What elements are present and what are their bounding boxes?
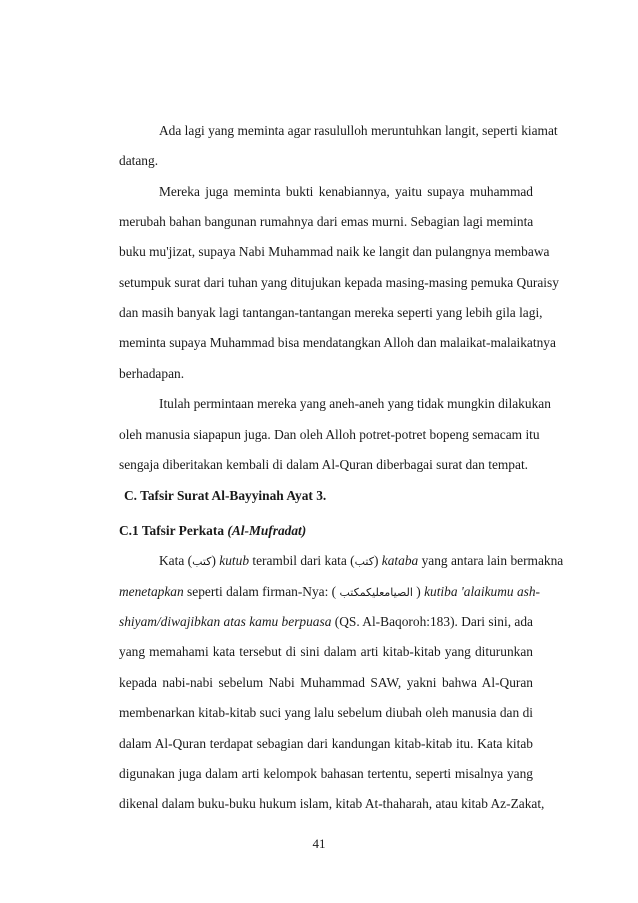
paragraph-3-line-2: oleh manusia siapapun juga. Dan oleh Alloh potret-potret bopeng semacam itu <box>119 427 540 442</box>
paragraph-4-line-4: yang memahami kata tersebut di sini dalam arti kitab-kitab yang diturunkan <box>119 644 533 659</box>
arabic-word-kutub: كتب <box>192 555 212 568</box>
paragraph-4-line-5: kepada nabi-nabi sebelum Nabi Muhammad SAW, yakni bahwa Al-Quran <box>119 675 533 690</box>
italic-term-kutub: kutub <box>219 553 250 568</box>
paragraph-4-line-8: digunakan juga dalam arti kelompok bahasan tertentu, seperti misalnya yang <box>119 766 533 781</box>
page-number: 41 <box>312 836 326 851</box>
subsection-label: C.1 Tafsir Perkata <box>119 523 228 538</box>
subsection-label-italic: (Al-Mufradat) <box>227 523 307 538</box>
p4-text: ) <box>373 553 382 568</box>
p4-text: ) <box>211 553 220 568</box>
p4-text: (QS. Al-Baqoroh:183). Dari sini, ada <box>331 614 533 629</box>
p4-text: terambil dari kata ( <box>249 553 355 568</box>
p4-text: ) <box>412 584 425 599</box>
italic-translation: shiyam/diwajibkan atas kamu berpuasa <box>119 614 332 629</box>
italic-transliteration: kutiba 'alaikumu ash- <box>424 584 541 599</box>
paragraph-1-line-2: datang. <box>119 153 159 168</box>
paragraph-4-line-7: dalam Al-Quran terdapat sebagian dari kandungan kitab-kitab itu. Kata kitab <box>119 736 533 751</box>
paragraph-2-line-3: buku mu'jizat, supaya Nabi Muhammad naik ke langit dan pulangnya membawa <box>119 244 550 259</box>
italic-term-kataba: kataba <box>381 553 419 568</box>
subsection-heading <box>119 523 533 539</box>
paragraph-2-line-2: merubah bahan bangunan rumahnya dari emas murni. Sebagian lagi meminta <box>119 214 534 229</box>
paragraph-2-line-6: meminta supaya Muhammad bisa mendatangkan Alloh dan malaikat-malaikatnya <box>119 335 556 350</box>
italic-term-menetapkan: menetapkan <box>119 584 184 599</box>
paragraph-4-line-9: dikenal dalam buku-buku hukum islam, kitab At-thaharah, atau kitab Az-Zakat, <box>119 796 545 811</box>
paragraph-2-line-4: setumpuk surat dari tuhan yang ditujukan kepada masing-masing pemuka Quraisy <box>119 275 559 290</box>
p4-text: Kata ( <box>159 553 193 568</box>
paragraph-4-line-6: membenarkan kitab-kitab suci yang lalu sebelum diubah oleh manusia dan di <box>119 705 533 720</box>
paragraph-1-line-1: Ada lagi yang meminta agar rasululloh meruntuhkan langit, seperti kiamat <box>159 123 558 138</box>
p4-text: yang antara lain bermakna <box>418 553 564 568</box>
arabic-verse-fragment: الصيامعليكمكتب <box>339 586 413 599</box>
paragraph-3-line-3: sengaja diberitakan kembali di dalam Al-Quran diberbagai surat dan tempat. <box>119 457 529 472</box>
paragraph-4-line-1 <box>159 553 564 570</box>
paragraph-4-line-3 <box>119 614 533 630</box>
paragraph-3-line-1: Itulah permintaan mereka yang aneh-aneh yang tidak mungkin dilakukan <box>159 396 551 411</box>
arabic-word-kataba: كتب <box>354 555 374 568</box>
section-heading: C. Tafsir Surat Al-Bayyinah Ayat 3. <box>124 488 327 503</box>
p4-text: seperti dalam firman-Nya: ( <box>183 584 340 599</box>
paragraph-4-line-2 <box>119 584 541 601</box>
paragraph-2-line-5: dan masih banyak lagi tantangan-tantangan mereka seperti yang lebih gila lagi, <box>119 305 543 320</box>
paragraph-2-line-7: berhadapan. <box>119 366 185 381</box>
paragraph-2-line-1: Mereka juga meminta bukti kenabiannya, yaitu supaya muhammad <box>159 184 533 199</box>
